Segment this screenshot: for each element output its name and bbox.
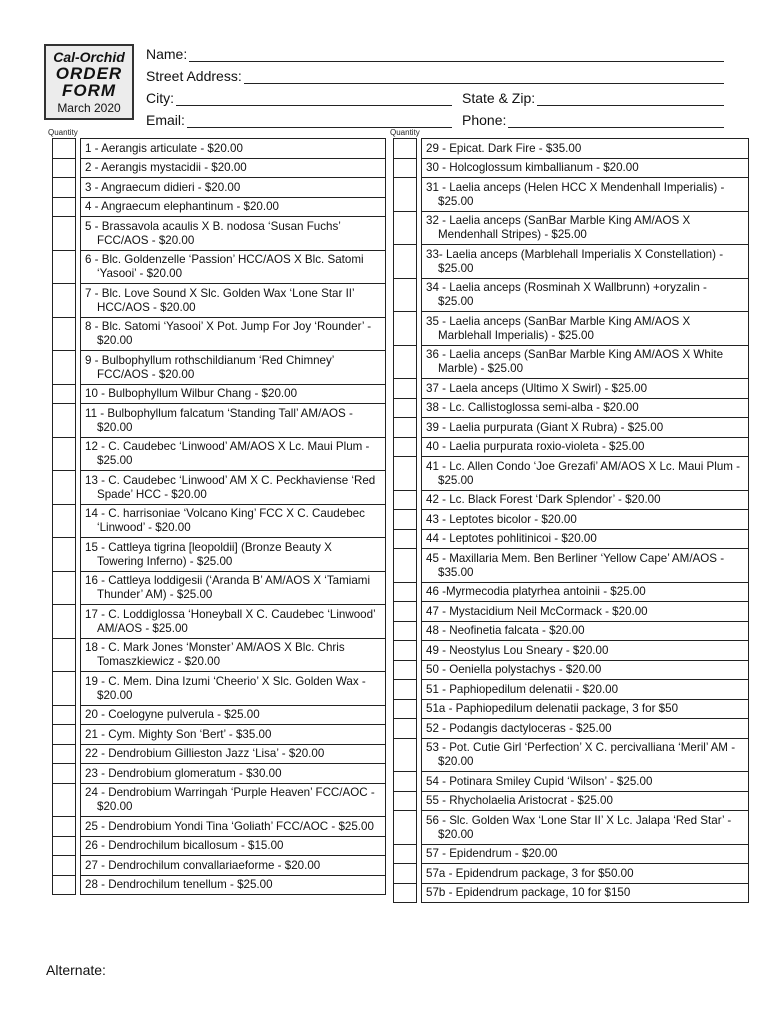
order-row [393,719,749,739]
item-description [80,725,386,745]
city-label: City: [146,90,174,106]
order-row [52,672,386,706]
item-label: 31 - Laelia anceps (Helen HCC X Mendenhall Imperialis) - $25.00 [426,180,725,208]
item-description [421,279,749,313]
order-row [393,178,749,212]
quantity-box[interactable] [393,719,417,739]
order-row [52,178,386,198]
item-label: 16 - Cattleya loddigesii (‘Aranda B’ AM/AOS X ‘Tamiami Thunder’ AM) - $25.00 [85,574,371,601]
email-field-row [146,110,452,128]
order-row [393,346,749,380]
item-label: 36 - Laelia anceps (SanBar Marble King AM/AOS X White Marble) - $25.00 [426,348,724,375]
item-description [421,792,749,812]
order-row [393,811,749,845]
item-label: 29 - Epicat. Dark Fire - $35.00 [426,141,582,155]
item-label: 23 - Dendrobium glomeratum - $30.00 [85,766,282,780]
item-label: 3 - Angraecum didieri - $20.00 [85,180,241,194]
item-label: 6 - Blc. Goldenzelle ‘Passion’ HCC/AOS X Blc. Satomi ‘Yasooi’ - $20.00 [85,253,364,280]
quantity-box[interactable] [393,491,417,511]
order-row [393,739,749,773]
quantity-box[interactable] [52,837,76,857]
order-row [52,725,386,745]
order-row [52,856,386,876]
item-description [421,312,749,346]
quantity-box[interactable] [52,672,76,706]
item-label: 38 - Lc. Callistoglossa semi-alba - $20.00 [426,401,639,414]
city-field-row [146,88,452,106]
alternate-label: Alternate: [46,962,106,978]
quantity-box[interactable] [52,876,76,896]
item-description [80,505,386,539]
item-label: 9 - Bulbophyllum rothschildianum ‘Red Chimney’ FCC/AOS - $20.00 [85,353,334,381]
quantity-box[interactable] [393,549,417,583]
item-label: 15 - Cattleya tigrina [leopoldii] (Bronze Beauty X Towering Inferno) - $25.00 [85,540,332,568]
quantity-box[interactable] [52,764,76,784]
quantity-box[interactable] [52,538,76,572]
quantity-box[interactable] [393,845,417,865]
order-row [52,471,386,505]
order-row [52,351,386,385]
state-zip-label: State & Zip: [462,90,536,106]
phone-input[interactable] [508,112,724,128]
item-description [80,605,386,639]
item-description [421,739,749,773]
quantity-box[interactable] [52,856,76,876]
quantity-box[interactable] [52,404,76,438]
order-row [52,764,386,784]
item-description [80,856,386,876]
item-description [80,837,386,857]
item-label: 39 - Laelia purpurata (Giant X Rubra) - $25.00 [426,420,664,434]
item-label: 24 - Dendrobium Warringah ‘Purple Heaven’ FCC/AOC - $20.00 [85,786,375,813]
left-order-column [52,138,386,895]
order-row [393,438,749,458]
item-label: 17 - C. Loddiglossa ‘Honeyball X C. Caudebec ‘Linwood’ AM/AOS - $25.00 [85,607,376,635]
quantity-box[interactable] [52,505,76,539]
order-row [52,876,386,896]
order-row [52,706,386,726]
item-description [421,772,749,792]
quantity-box[interactable] [52,706,76,726]
item-label: 12 - C. Caudebec ‘Linwood’ AM/AOS X Lc. Maui Plum - $25.00 [85,440,370,467]
phone-field-row [462,110,724,128]
item-label: 40 - Laelia purpurata roxio-violeta - $25.00 [426,440,645,453]
order-row [393,399,749,419]
quantity-box[interactable] [52,784,76,818]
item-description [421,641,749,661]
item-label: 21 - Cym. Mighty Son ‘Bert’ - $35.00 [85,727,272,741]
quantity-box[interactable] [393,159,417,179]
quantity-box[interactable] [393,399,417,419]
logo-order: ORDER [55,64,123,83]
item-label: 8 - Blc. Satomi ‘Yasooi’ X Pot. Jump For Joy ‘Rounder’ - $20.00 [85,320,372,347]
item-label: 10 - Bulbophyllum Wilbur Chang - $20.00 [85,387,298,400]
item-label: 27 - Dendrochilum convallariaeforme - $20.00 [85,858,321,872]
order-row [393,312,749,346]
item-description [80,745,386,765]
email-input[interactable] [187,112,452,128]
order-row [52,639,386,673]
quantity-box[interactable] [393,312,417,346]
order-row [393,510,749,530]
item-label: 47 - Mystacidium Neil McCormack - $20.00 [426,604,648,618]
item-description [421,549,749,583]
quantity-box[interactable] [393,864,417,884]
quantity-box[interactable] [52,572,76,606]
item-label: 2 - Aerangis mystacidii - $20.00 [85,161,247,174]
item-label: 1 - Aerangis articulate - $20.00 [85,141,243,155]
item-description [421,884,749,904]
order-row [393,641,749,661]
item-label: 43 - Leptotes bicolor - $20.00 [426,512,577,526]
quantity-box[interactable] [393,379,417,399]
order-row [52,572,386,606]
order-row [52,817,386,837]
item-description [80,351,386,385]
quantity-box[interactable] [52,817,76,837]
item-description [80,385,386,405]
item-label: 52 - Podangis dactyloceras - $25.00 [426,721,612,735]
item-label: 55 - Rhycholaelia Aristocrat - $25.00 [426,794,613,807]
item-description [80,639,386,673]
item-label: 44 - Leptotes pohlitinicoi - $20.00 [426,532,597,545]
quantity-box[interactable] [393,510,417,530]
item-label: 49 - Neostylus Lou Sneary - $20.00 [426,643,609,657]
item-label: 4 - Angraecum elephantinum - $20.00 [85,200,279,213]
item-label: 51a - Paphiopedilum delenatii package, 3 for $50 [426,702,679,715]
cal-orchid-logo [44,44,134,120]
order-row [52,284,386,318]
right-order-column [393,138,749,903]
quantity-box[interactable] [52,138,76,159]
item-label: 22 - Dendrobium Gillieston Jazz ‘Lisa’ - $20.00 [85,747,325,760]
item-label: 30 - Holcoglossum kimballianum - $20.00 [426,161,639,174]
item-description [80,876,386,896]
quantity-box[interactable] [393,346,417,380]
order-row [393,845,749,865]
item-description [80,672,386,706]
state-zip-input[interactable] [537,90,724,106]
email-label: Email: [146,112,185,128]
item-label: 50 - Oeniella polystachys - $20.00 [426,663,602,676]
street-input[interactable] [244,68,724,84]
item-description [421,510,749,530]
item-description [421,700,749,720]
quantity-box[interactable] [52,639,76,673]
logo-date: March 2020 [57,101,121,115]
quantity-box[interactable] [393,178,417,212]
item-description [80,404,386,438]
quantity-box[interactable] [393,583,417,603]
quantity-box[interactable] [393,661,417,681]
quantity-box[interactable] [393,700,417,720]
logo-form: FORM [61,81,117,100]
item-description [80,284,386,318]
item-description [80,572,386,606]
item-description [421,811,749,845]
item-label: 46 -Myrmecodia platyrhea antoinii - $25.00 [426,585,646,598]
order-row [393,602,749,622]
order-row [52,251,386,285]
quantity-box[interactable] [393,138,417,159]
quantity-box[interactable] [52,351,76,385]
quantity-box[interactable] [393,530,417,550]
item-description [421,583,749,603]
item-label: 54 - Potinara Smiley Cupid ‘Wilson’ - $25.00 [426,774,653,788]
item-label: 41 - Lc. Allen Condo ‘Joe Grezafi’ AM/AOS X Lc. Maui Plum - $25.00 [426,459,741,487]
item-label: 20 - Coelogyne pulverula - $25.00 [85,708,260,721]
item-description [421,159,749,179]
name-input[interactable] [189,46,724,62]
item-description [80,817,386,837]
item-description [80,159,386,179]
quantity-box[interactable] [393,279,417,313]
item-label: 35 - Laelia anceps (SanBar Marble King AM/AOS X Marblehall Imperialis) - $25.00 [426,314,691,342]
quantity-box[interactable] [393,641,417,661]
item-description [421,245,749,279]
item-label: 53 - Pot. Cutie Girl ‘Perfection’ X C. percivalliana ‘Meril’ AM - $20.00 [426,741,736,768]
item-description [80,471,386,505]
item-description [421,399,749,419]
item-description [80,251,386,285]
order-row [393,700,749,720]
order-row [393,379,749,399]
item-description [421,622,749,642]
quantity-box[interactable] [393,739,417,773]
order-row [393,792,749,812]
order-row [393,583,749,603]
item-description [80,538,386,572]
item-description [421,661,749,681]
order-row [393,772,749,792]
item-label: 51 - Paphiopedilum delenatii - $20.00 [426,682,619,696]
quantity-box[interactable] [52,178,76,198]
order-row [393,159,749,179]
quantity-box[interactable] [52,471,76,505]
order-row [52,745,386,765]
item-label: 42 - Lc. Black Forest ‘Dark Splendor’ - $20.00 [426,493,661,506]
item-description [421,346,749,380]
state-zip-field-row [462,88,724,106]
item-description [421,530,749,550]
quantity-box[interactable] [393,622,417,642]
item-label: 18 - C. Mark Jones ‘Monster’ AM/AOS X Blc. Chris Tomaszkiewicz - $20.00 [85,641,345,668]
order-row [393,622,749,642]
item-label: 14 - C. harrisoniae ‘Volcano King’ FCC X C. Caudebec ‘Linwood’ - $20.00 [85,507,365,534]
item-label: 19 - C. Mem. Dina Izumi ‘Cheerio’ X Slc. Golden Wax - $20.00 [85,674,366,702]
item-description [80,438,386,472]
quantity-label-left: Quantity [48,128,78,137]
order-row [52,138,386,159]
item-description [80,138,386,159]
item-label: 34 - Laelia anceps (Rosminah X Wallbrunn) +oryzalin - $25.00 [426,281,707,308]
item-label: 26 - Dendrochilum bicallosum - $15.00 [85,839,284,852]
order-row [52,438,386,472]
item-label: 37 - Laela anceps (Ultimo X Swirl) - $25.00 [426,381,648,395]
order-row [52,198,386,218]
item-label: 56 - Slc. Golden Wax ‘Lone Star II’ X Lc. Jalapa ‘Red Star’ - $20.00 [426,813,732,841]
order-row [393,884,749,904]
order-row [393,279,749,313]
order-row [393,680,749,700]
order-row [52,784,386,818]
quantity-box[interactable] [52,385,76,405]
quantity-box[interactable] [52,284,76,318]
item-description [80,178,386,198]
phone-label: Phone: [462,112,507,128]
item-description [421,379,749,399]
quantity-box[interactable] [52,438,76,472]
order-row [393,661,749,681]
item-description [421,212,749,246]
item-label: 28 - Dendrochilum tenellum - $25.00 [85,878,273,891]
quantity-box[interactable] [393,245,417,279]
item-description [421,457,749,491]
quantity-box[interactable] [393,457,417,491]
item-description [421,138,749,159]
quantity-box[interactable] [393,680,417,700]
order-row [393,212,749,246]
quantity-box[interactable] [52,159,76,179]
item-description [80,217,386,251]
item-description [421,602,749,622]
name-field-row [146,44,724,62]
order-row [52,217,386,251]
item-description [421,680,749,700]
quantity-box[interactable] [52,745,76,765]
quantity-box[interactable] [393,212,417,246]
item-description [80,764,386,784]
item-label: 45 - Maxillaria Mem. Ben Berliner ‘Yellow Cape’ AM/AOS - $35.00 [426,551,725,579]
quantity-box[interactable] [52,725,76,745]
order-row [393,491,749,511]
quantity-box[interactable] [393,602,417,622]
city-input[interactable] [176,90,452,106]
item-label: 48 - Neofinetia falcata - $20.00 [426,624,585,637]
quantity-box[interactable] [393,772,417,792]
order-row [393,245,749,279]
order-row [52,385,386,405]
order-row [52,605,386,639]
order-row [52,404,386,438]
item-description [421,845,749,865]
quantity-box[interactable] [52,605,76,639]
item-label: 57b - Epidendrum package, 10 for $150 [426,886,631,899]
quantity-box[interactable] [393,811,417,845]
order-row [52,837,386,857]
item-description [80,706,386,726]
item-label: 57a - Epidendrum package, 3 for $50.00 [426,866,634,880]
quantity-label-right: Quantity [390,128,420,137]
item-description [80,198,386,218]
street-field-row [146,66,724,84]
quantity-box[interactable] [52,251,76,285]
item-label: 33- Laelia anceps (Marblehall Imperialis X Constellation) - $25.00 [426,247,724,275]
item-description [421,864,749,884]
order-row [393,530,749,550]
item-label: 5 - Brassavola acaulis X B. nodosa ‘Susan Fuchs’ FCC/AOS - $20.00 [85,219,341,247]
quantity-box[interactable] [393,418,417,438]
name-label: Name: [146,46,188,62]
order-row [393,138,749,159]
quantity-box[interactable] [52,318,76,352]
item-label: 32 - Laelia anceps (SanBar Marble King AM/AOS X Mendenhall Stripes) - $25.00 [426,214,691,241]
item-label: 57 - Epidendrum - $20.00 [426,847,558,860]
item-label: 7 - Blc. Love Sound X Slc. Golden Wax ‘Lone Star II’ HCC/AOS - $20.00 [85,286,355,314]
item-description [421,178,749,212]
item-description [421,719,749,739]
order-row [52,318,386,352]
order-row [52,538,386,572]
quantity-box[interactable] [52,198,76,218]
order-row [393,864,749,884]
quantity-box[interactable] [393,792,417,812]
item-description [421,491,749,511]
quantity-box[interactable] [393,438,417,458]
item-label: 25 - Dendrobium Yondi Tina ‘Goliath’ FCC/AOC - $25.00 [85,819,374,833]
item-description [80,318,386,352]
item-label: 11 - Bulbophyllum falcatum ‘Standing Tall’ AM/AOS - $20.00 [85,406,353,434]
quantity-box[interactable] [52,217,76,251]
order-row [52,159,386,179]
order-row [393,457,749,491]
order-row [393,418,749,438]
item-description [80,784,386,818]
order-row [393,549,749,583]
order-row [52,505,386,539]
logo-brand: Cal-Orchid [53,49,125,65]
quantity-box[interactable] [393,884,417,904]
street-label: Street Address: [146,68,242,84]
item-description [421,418,749,438]
item-description [421,438,749,458]
item-label: 13 - C. Caudebec ‘Linwood’ AM X C. Peckhaviense ‘Red Spade’ HCC - $20.00 [85,473,376,501]
